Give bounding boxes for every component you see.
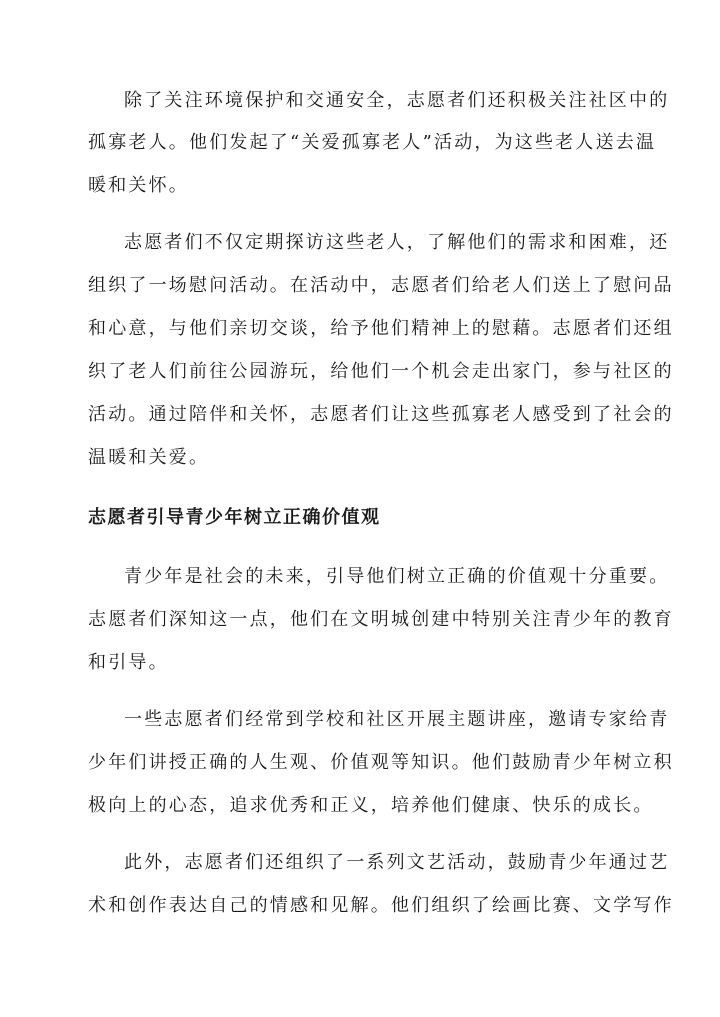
paragraph-line: 极向上的心态，追求优秀和正义，培养他们健康、快乐的成长。 bbox=[88, 795, 654, 816]
paragraph-line: 志愿者们不仅定期探访这些老人，了解他们的需求和困难，还 bbox=[124, 232, 670, 253]
paragraph-line: 志愿者们深知这一点，他们在文明城创建中特别关注青少年的教育 bbox=[88, 609, 674, 630]
paragraph-line: 一些志愿者们经常到学校和社区开展主题讲座，邀请专家给青 bbox=[124, 709, 670, 730]
paragraph-line: 织了老人们前往公园游玩，给他们一个机会走出家门，参与社区的 bbox=[88, 361, 674, 382]
paragraph-line: 和引导。 bbox=[88, 652, 169, 673]
paragraph-line: 孤寡老人。他们发起了“关爱孤寡老人”活动，为这些老人送去温 bbox=[88, 132, 657, 153]
paragraph-line: 组织了一场慰问活动。在活动中，志愿者们给老人们送上了慰问品 bbox=[88, 275, 674, 296]
paragraph-line: 少年们讲授正确的人生观、价值观等知识。他们鼓励青少年树立积 bbox=[88, 752, 674, 773]
paragraph-line: 青少年是社会的未来，引导他们树立正确的价值观十分重要。 bbox=[124, 566, 670, 587]
paragraph-line: 此外，志愿者们还组织了一系列文艺活动，鼓励青少年通过艺 bbox=[124, 852, 670, 873]
section-heading: 志愿者引导青少年树立正确价值观 bbox=[88, 507, 381, 528]
paragraph-line: 术和创作表达自己的情感和见解。他们组织了绘画比赛、文学写作 bbox=[88, 895, 674, 916]
paragraph-line: 除了关注环境保护和交通安全，志愿者们还积极关注社区中的 bbox=[124, 90, 670, 111]
paragraph-line: 和心意，与他们亲切交谈，给予他们精神上的慰藉。志愿者们还组 bbox=[88, 318, 674, 339]
paragraph-line: 温暖和关爱。 bbox=[88, 447, 210, 468]
paragraph-line: 活动。通过陪伴和关怀，志愿者们让这些孤寡老人感受到了社会的 bbox=[88, 404, 674, 425]
paragraph-line: 暖和关怀。 bbox=[88, 175, 189, 196]
